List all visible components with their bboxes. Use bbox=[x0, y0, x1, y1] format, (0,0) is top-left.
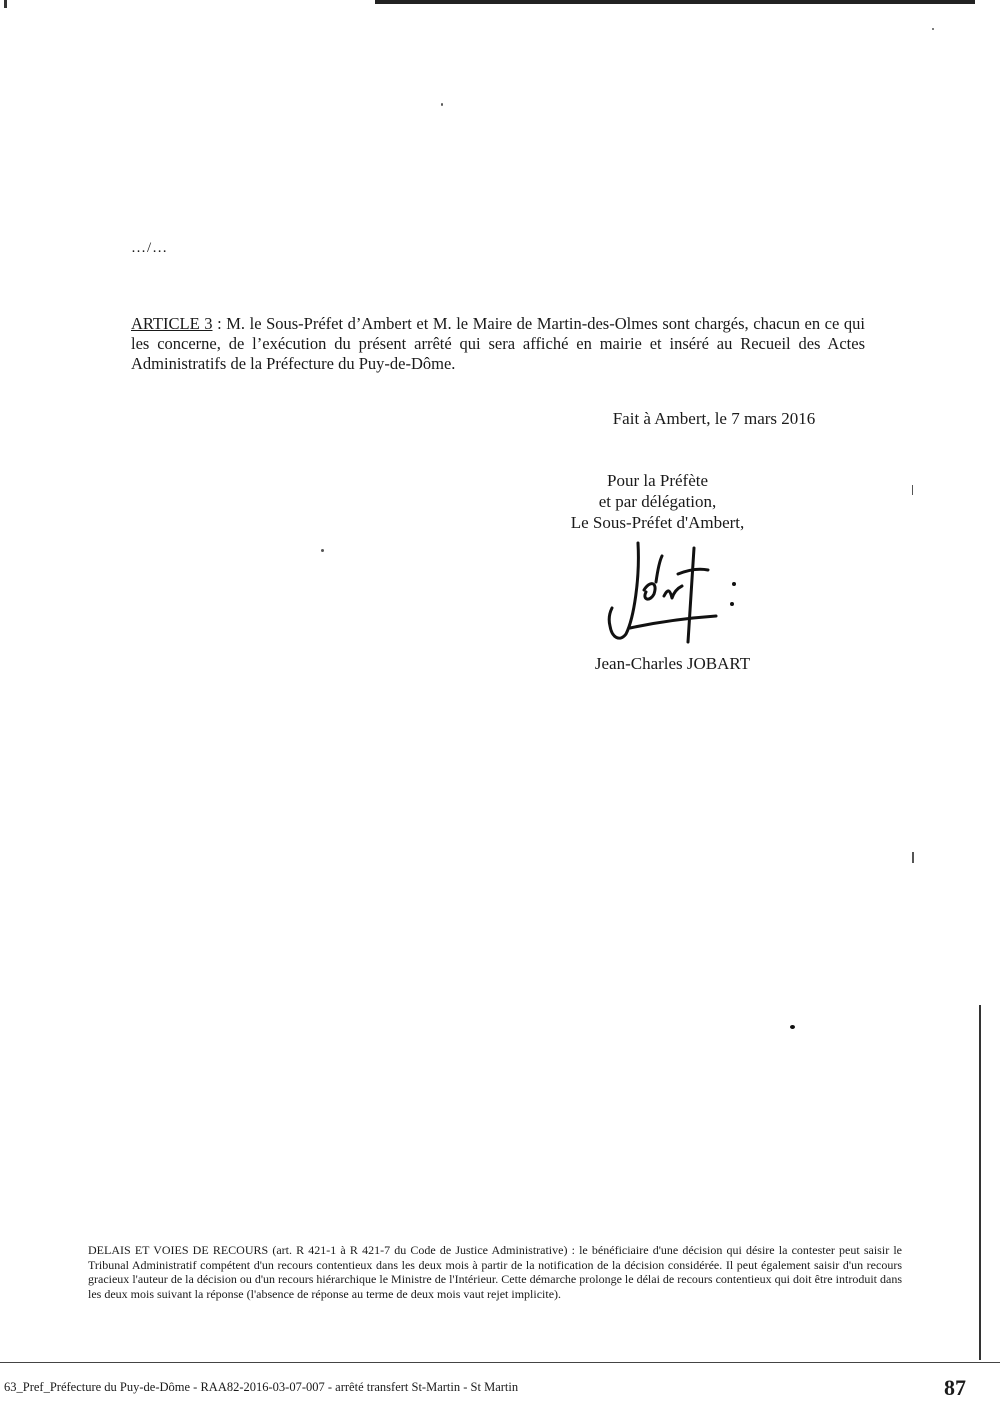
article-body: : M. le Sous-Préfet d’Ambert et M. le Maire de Martin-des-Olmes sont chargés, chacun en ce qui les concerne, de l’exécution du présent arrêté qui sera affiché en mairie et inséré au Recueil des Actes Administratifs de la Préfecture du Puy-de-Dôme. bbox=[131, 314, 865, 373]
delegation-line-1: Pour la Préfète bbox=[606, 471, 709, 490]
footer-divider bbox=[0, 1362, 1000, 1363]
scan-border-right bbox=[979, 1005, 981, 1360]
continuation-mark: …/… bbox=[131, 240, 169, 256]
footer-reference: 63_Pref_Préfecture du Puy-de-Dôme - RAA82-2016-03-07-007 - arrêté transfert St-Martin - St Martin bbox=[4, 1380, 519, 1394]
legal-notice: DELAIS ET VOIES DE RECOURS (art. R 421-1 à R 421-7 du Code de Justice Administrative) : le bénéficiaire d'une décision qui désire la contester peut saisir le Tribunal Administratif compétent d'un recours contentieux dans les deux mois à partir de la notification de la décision considérée. Il peut également saisir d'un recours gracieux l'auteur de la décision ou d'un recours hiérarchique le Ministre de l'Intérieur. Cette démarche prolonge le délai de recours contentieux qui doit être introduit dans les deux mois suivant la réponse (l'absence de réponse au terme de deux mois vaut rejet implicite). bbox=[88, 1243, 902, 1301]
signatory-name: Jean-Charles JOBART bbox=[594, 654, 751, 673]
delegation-line-3: Le Sous-Préfet d'Ambert, bbox=[570, 513, 745, 532]
scan-speck bbox=[932, 28, 934, 30]
scan-speck bbox=[912, 852, 914, 863]
delegation-block bbox=[535, 470, 780, 533]
scan-speck bbox=[912, 485, 913, 495]
article-3 bbox=[131, 314, 865, 374]
page-number: 87 bbox=[944, 1375, 966, 1400]
delegation-line-2: et par délégation, bbox=[598, 492, 717, 511]
scan-mark bbox=[4, 0, 7, 8]
article-label: ARTICLE 3 bbox=[131, 314, 213, 333]
scan-speck bbox=[441, 103, 443, 106]
place-and-date: Fait à Ambert, le 7 mars 2016 bbox=[612, 409, 816, 428]
handwritten-signature bbox=[598, 538, 748, 650]
scan-speck bbox=[321, 549, 324, 552]
scan-border-top bbox=[375, 0, 975, 4]
scan-speck bbox=[790, 1025, 795, 1029]
